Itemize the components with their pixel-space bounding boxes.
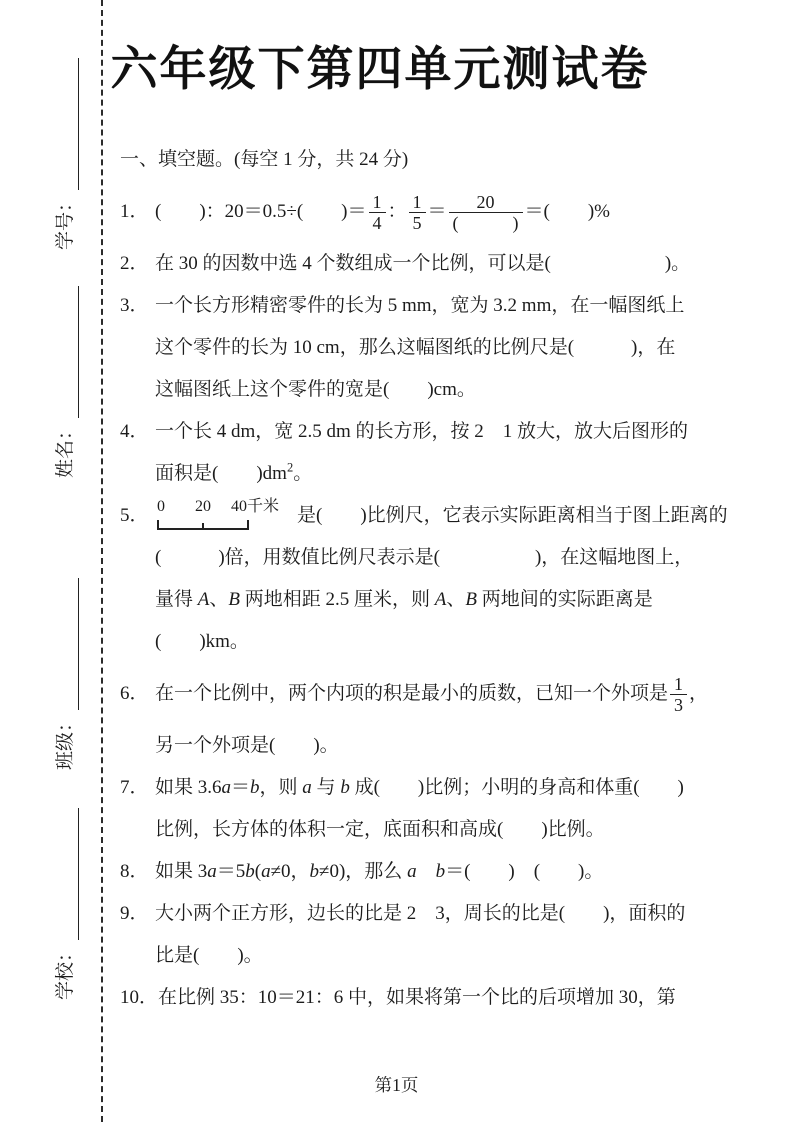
class-label: 班级： xyxy=(55,712,76,770)
text-run: 大小两个正方形，边长的比是 2 3，周长的比是( )，面积的 xyxy=(155,903,686,924)
scale-bar-tick xyxy=(157,520,159,528)
text-run: 这幅图纸上这个零件的宽是( )cm。 xyxy=(155,379,476,400)
fraction xyxy=(409,192,426,233)
question-line xyxy=(120,181,720,243)
scale-bar-label: 40千米 xyxy=(231,497,280,515)
scale-bar xyxy=(155,498,293,536)
math-variable: b xyxy=(435,861,446,882)
class-field xyxy=(53,570,79,770)
school-field xyxy=(53,800,79,1000)
text-run: 成( )比例；小明的身高和体重( ) xyxy=(349,777,684,798)
text-run xyxy=(417,861,436,882)
question xyxy=(120,767,720,851)
text-run: ( )km。 xyxy=(155,631,249,652)
math-variable: b xyxy=(250,777,260,798)
text-run: 比例，长方体的体积一定，底面积和高成( )比例。 xyxy=(155,819,605,840)
text-run: 量得 xyxy=(155,589,198,610)
fraction-numerator: 1 xyxy=(670,674,687,695)
question-line xyxy=(120,977,720,1019)
section-heading: 一、填空题。(每空 1 分，共 24 分) xyxy=(120,149,409,170)
question-line xyxy=(120,767,720,809)
question xyxy=(120,851,720,893)
fraction-denominator: 5 xyxy=(412,213,422,234)
text-run: 面积是( )dm xyxy=(155,463,287,484)
text-run: ≠0， xyxy=(270,861,310,882)
text-run: 另一个外项是( )。 xyxy=(155,735,339,756)
math-variable: a xyxy=(407,861,417,882)
superscript: 2 xyxy=(286,460,294,475)
text-run: 如果 3.6 xyxy=(155,777,222,798)
fraction-denominator: 3 xyxy=(674,695,684,716)
math-variable: a xyxy=(302,777,312,798)
text-run: 比是( )。 xyxy=(155,945,263,966)
question-line xyxy=(120,243,720,285)
text-run: ＝ xyxy=(427,201,447,222)
questions xyxy=(120,181,728,1019)
text-run: 在 30 的因数中选 4 个数组成一个比例，可以是( )。 xyxy=(155,253,691,274)
text-run: ( )：20＝0.5÷( )＝ xyxy=(155,201,367,222)
student-id-label: 学号： xyxy=(55,192,76,250)
math-variable: a xyxy=(221,777,232,798)
question-line xyxy=(120,579,720,621)
text-run: 与 xyxy=(311,777,341,798)
text-run: ( )倍，用数值比例尺表示是( )，在这幅地图上， xyxy=(155,547,694,568)
scale-bar-line xyxy=(157,528,249,530)
page-title: 六年级下第四单元测试卷 xyxy=(110,42,650,95)
text-run: 是( )比例尺，它表示实际距离相当于图上距离的 xyxy=(297,505,728,526)
question-number: 5． xyxy=(120,505,149,526)
text-run: ： xyxy=(387,201,407,222)
question-line xyxy=(120,893,720,935)
question-number: 1． xyxy=(120,201,149,222)
question-number: 9． xyxy=(120,903,149,924)
scale-bar-tick xyxy=(247,520,249,528)
class-fill-line xyxy=(59,578,79,710)
question-line xyxy=(120,285,720,327)
text-run: ＝5 xyxy=(216,861,246,882)
question-number: 6． xyxy=(120,683,149,704)
text-run: 这个零件的长为 10 cm，那么这幅图纸的比例尺是( )，在 xyxy=(155,337,676,358)
scale-bar-label: 20 xyxy=(195,497,211,515)
text-run: ＝ xyxy=(231,777,251,798)
question xyxy=(120,285,720,411)
math-variable: B xyxy=(465,589,477,610)
math-variable: a xyxy=(261,861,271,882)
text-run: 在比例 35：10＝21：6 中，如果将第一个比的后项增加 30，第 xyxy=(158,987,676,1008)
question-number: 10． xyxy=(120,987,159,1008)
fraction-denominator: 4 xyxy=(372,213,382,234)
question xyxy=(120,411,720,495)
name-fill-line xyxy=(59,286,79,418)
text-run: 一个长方形精密零件的长为 5 mm，宽为 3.2 mm，在一幅图纸上 xyxy=(155,295,685,316)
text-run: 在一个比例中，两个内项的积是最小的质数，已知一个外项是 xyxy=(155,683,669,704)
text-run: 、 xyxy=(446,589,466,610)
school-fill-line xyxy=(59,808,79,940)
question-line xyxy=(120,453,720,495)
text-run: ， xyxy=(689,683,709,704)
question-number: 7． xyxy=(120,777,149,798)
math-variable: B xyxy=(228,589,240,610)
text-run: ，则 xyxy=(259,777,303,798)
question-line xyxy=(120,327,720,369)
question-line xyxy=(120,851,720,893)
math-variable: A xyxy=(197,589,210,610)
text-run: ＝( )% xyxy=(524,201,611,222)
school-label: 学校： xyxy=(55,942,76,1000)
cut-line xyxy=(101,0,103,1122)
math-variable: b xyxy=(245,861,255,882)
question-line xyxy=(120,621,720,663)
question xyxy=(120,495,728,663)
scale-bar-tick xyxy=(202,523,204,528)
name-label: 姓名： xyxy=(55,420,76,478)
text-run: 。 xyxy=(293,463,313,484)
math-variable: A xyxy=(434,589,447,610)
page-number: 第1页 xyxy=(374,1075,419,1095)
question-line xyxy=(120,935,720,977)
question xyxy=(120,663,720,767)
text-run: ( xyxy=(254,861,262,882)
question-line xyxy=(120,411,720,453)
question xyxy=(120,893,720,977)
question-number: 3． xyxy=(120,295,149,316)
question-number: 4． xyxy=(120,421,149,442)
text-run: ＝( ) ( )。 xyxy=(445,861,604,882)
text-run: 两地相距 2.5 厘米，则 xyxy=(240,589,435,610)
fraction xyxy=(670,674,687,715)
question xyxy=(120,243,720,285)
math-variable: b xyxy=(340,777,350,798)
question-line xyxy=(120,663,720,725)
question xyxy=(120,181,720,243)
fraction-denominator: ( ) xyxy=(452,213,519,234)
fraction-numerator: 1 xyxy=(409,192,426,213)
fraction xyxy=(369,192,386,233)
fraction-numerator: 1 xyxy=(369,192,386,213)
question-line xyxy=(120,495,728,537)
question-line xyxy=(120,369,720,411)
text-run: 、 xyxy=(209,589,229,610)
scale-bar-label: 0 xyxy=(157,497,165,515)
name-field xyxy=(53,278,79,478)
question-number: 8． xyxy=(120,861,149,882)
question-line xyxy=(120,809,720,851)
fraction-numerator: 20 xyxy=(449,192,523,213)
content-area xyxy=(120,139,728,1019)
text-run: 两地间的实际距离是 xyxy=(477,589,653,610)
text-run: 一个长 4 dm，宽 2.5 dm 的长方形，按 2 1 放大，放大后图形的 xyxy=(155,421,689,442)
question-number: 2． xyxy=(120,253,149,274)
fraction xyxy=(449,192,523,233)
question-line xyxy=(120,537,720,579)
math-variable: a xyxy=(207,861,217,882)
math-variable: b xyxy=(309,861,320,882)
question xyxy=(120,977,720,1019)
question-line xyxy=(120,725,720,767)
text-run: ≠0)，那么 xyxy=(319,861,408,882)
text-run: 如果 3 xyxy=(155,861,208,882)
